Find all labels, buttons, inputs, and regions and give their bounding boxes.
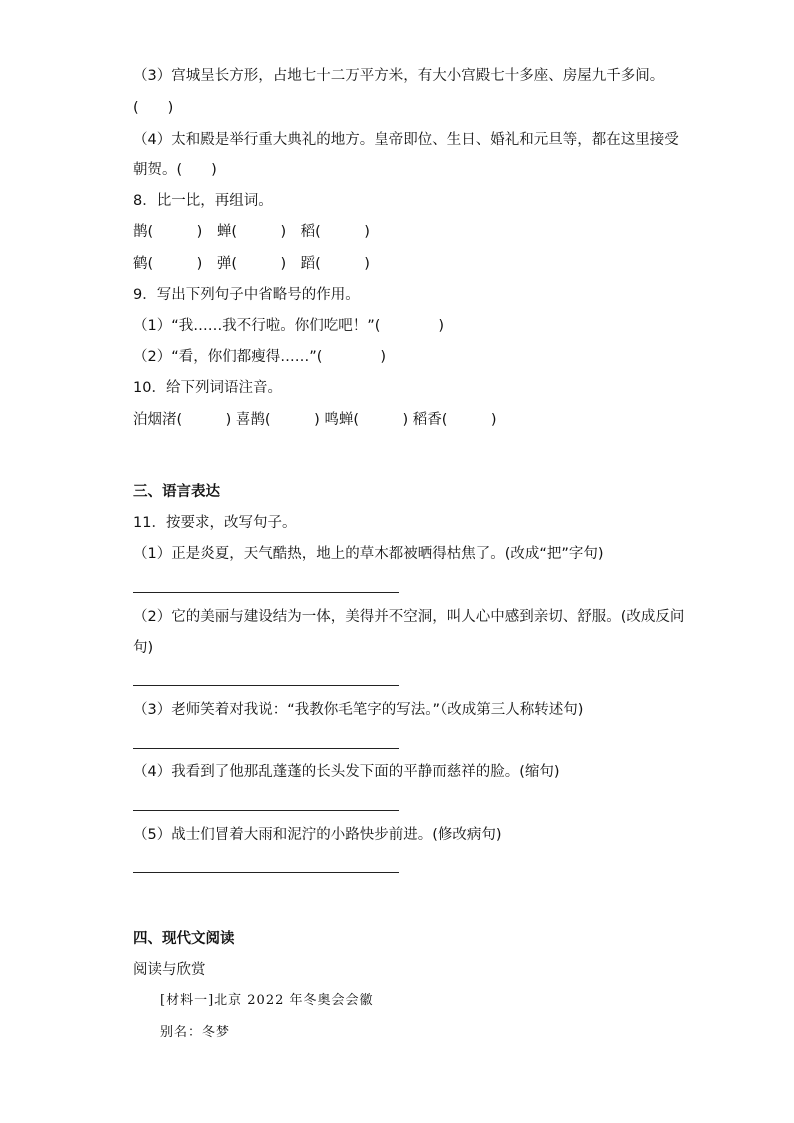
q10-words: 泊烟渚( ) 喜鹊( ) 鸣蝉( ) 稻香( ) [133,412,497,428]
q11-answer-line-2[interactable] [133,685,399,686]
q9-item-1: （1）“我……我不行啦。你们吃吧！”( ) [133,318,445,334]
q11-answer-line-3[interactable] [133,748,399,749]
q10-title: 10．给下列词语注音。 [133,380,282,396]
q11-answer-line-5[interactable] [133,872,399,873]
q8-row-2: 鹤( ) 弹( ) 蹈( ) [133,256,370,272]
section-3-heading: 三、语言表达 [133,484,220,500]
q11-item-2-cont: 句) [133,640,154,656]
q11-answer-line-4[interactable] [133,810,399,811]
q8-title: 8．比一比，再组词。 [133,193,273,209]
q8-row-1: 鹊( ) 蝉( ) 稻( ) [133,224,370,240]
q11-item-1: （1）正是炎夏，天气酷热，地上的草木都被晒得枯焦了。(改成“把”字句) [133,546,604,562]
q11-answer-line-1[interactable] [133,592,399,593]
q7-item-3: （3）宫城呈长方形，占地七十二万平方米，有大小宫殿七十多座、房屋九千多间。 [133,68,665,84]
q11-item-3: （3）老师笑着对我说：“我教你毛笔字的写法。”（改成第三人称转述句) [133,702,584,718]
q9-item-2: （2）“看，你们都瘦得……”( ) [133,349,387,365]
section-4-subtitle: 阅读与欣赏 [133,962,206,978]
q7-item-3-answer: ( ) [133,100,174,116]
section-4-heading: 四、现代文阅读 [133,931,235,947]
q11-item-2: （2）它的美丽与建设结为一体，美得并不空洞，叫人心中感到亲切、舒服。(改成反问 [133,609,685,625]
q9-title: 9．写出下列句子中省略号的作用。 [133,287,360,303]
q11-item-5: （5）战士们冒着大雨和泥泞的小路快步前进。(修改病句) [133,827,502,843]
q7-item-4-cont: 朝贺。( ) [133,162,217,178]
material-1-alias: 别名：冬梦 [160,1025,231,1040]
q11-item-4: （4）我看到了他那乱蓬蓬的长头发下面的平静而慈祥的脸。(缩句) [133,764,560,780]
q7-item-4: （4）太和殿是举行重大典礼的地方。皇帝即位、生日、婚礼和元旦等，都在这里接受 [133,132,679,148]
material-1-title: [材料一]北京 2022 年冬奥会会徽 [160,993,374,1008]
q11-title: 11．按要求，改写句子。 [133,515,297,531]
